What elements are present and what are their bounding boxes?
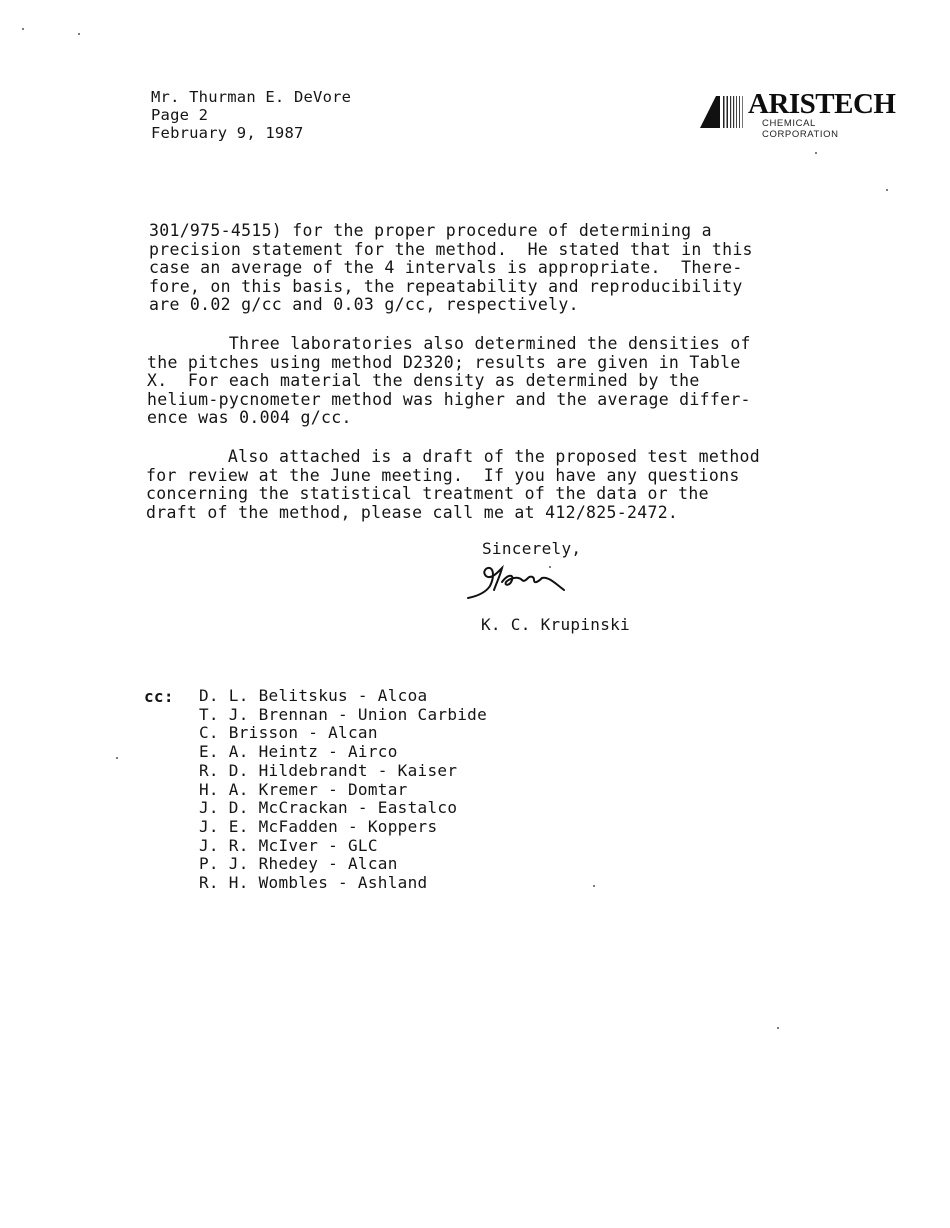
cc-recipient: R. H. Wombles - Ashland [199,873,428,893]
cc-recipient: R. D. Hildebrandt - Kaiser [199,760,458,780]
company-logo [700,88,896,140]
cc-recipient: J. E. McFadden - Koppers [199,816,438,836]
scan-speck [886,189,888,191]
cc-recipient: D. L. Belitskus - Alcoa [199,686,428,705]
text-line: concerning the statistical treatment of the data or the [146,484,709,504]
cc-recipient: H. A. Kremer - Domtar [199,779,408,799]
scan-speck [22,28,24,30]
text-line: case an average of the 4 intervals is appropriate. There- [149,258,743,278]
text-line: X. For each material the density as determined by the [147,371,700,391]
text-line: 301/975-4515) for the proper procedure of determining a [149,221,712,240]
cc-recipient: J. R. McIver - GLC [199,835,378,855]
scan-speck [815,152,817,154]
text-line: helium-pycnometer method was higher and the average differ- [147,389,751,409]
scan-speck [116,757,118,759]
cc-label: cc: [144,687,174,706]
text-line: precision statement for the method. He stated that in this [149,239,753,259]
paragraph-precision [149,222,753,315]
text-line: draft of the method, please call me at 412/825-2472. [146,502,679,522]
text-line: for review at the June meeting. If you have any questions [146,465,740,485]
logo-subtitle: CHEMICAL CORPORATION [762,118,839,140]
text-line: Three laboratories also determined the densities of [147,334,751,353]
page-number: Page 2 [151,106,209,124]
paragraph-densities [147,335,751,428]
paragraph-draft [146,448,760,522]
handwritten-signature [464,558,568,602]
cc-recipient: C. Brisson - Alcan [199,723,378,743]
cc-list [199,687,487,893]
cc-recipient: E. A. Heintz - Airco [199,742,398,762]
logo-name: ARISTECH [748,88,896,120]
cc-recipient: P. J. Rhedey - Alcan [199,854,398,874]
scan-speck [78,33,80,35]
text-line: Also attached is a draft of the proposed test method [146,447,761,466]
scan-speck [593,885,595,887]
scan-speck [777,1027,779,1029]
text-line: ence was 0.004 g/cc. [147,408,352,428]
letter-header [151,88,351,142]
recipient-name: Mr. Thurman E. DeVore [151,88,352,106]
text-line: are 0.02 g/cc and 0.03 g/cc, respectively. [149,295,579,315]
text-line: fore, on this basis, the repeatability and reproducibility [149,276,743,296]
cc-recipient: T. J. Brennan - Union Carbide [199,704,488,724]
cc-recipient: J. D. McCrackan - Eastalco [199,798,458,818]
letter-date: February 9, 1987 [151,124,304,142]
closing: Sincerely, [482,539,582,558]
text-line: the pitches using method D2320; results are given in Table [147,352,741,372]
signer-name: K. C. Krupinski [481,615,630,634]
